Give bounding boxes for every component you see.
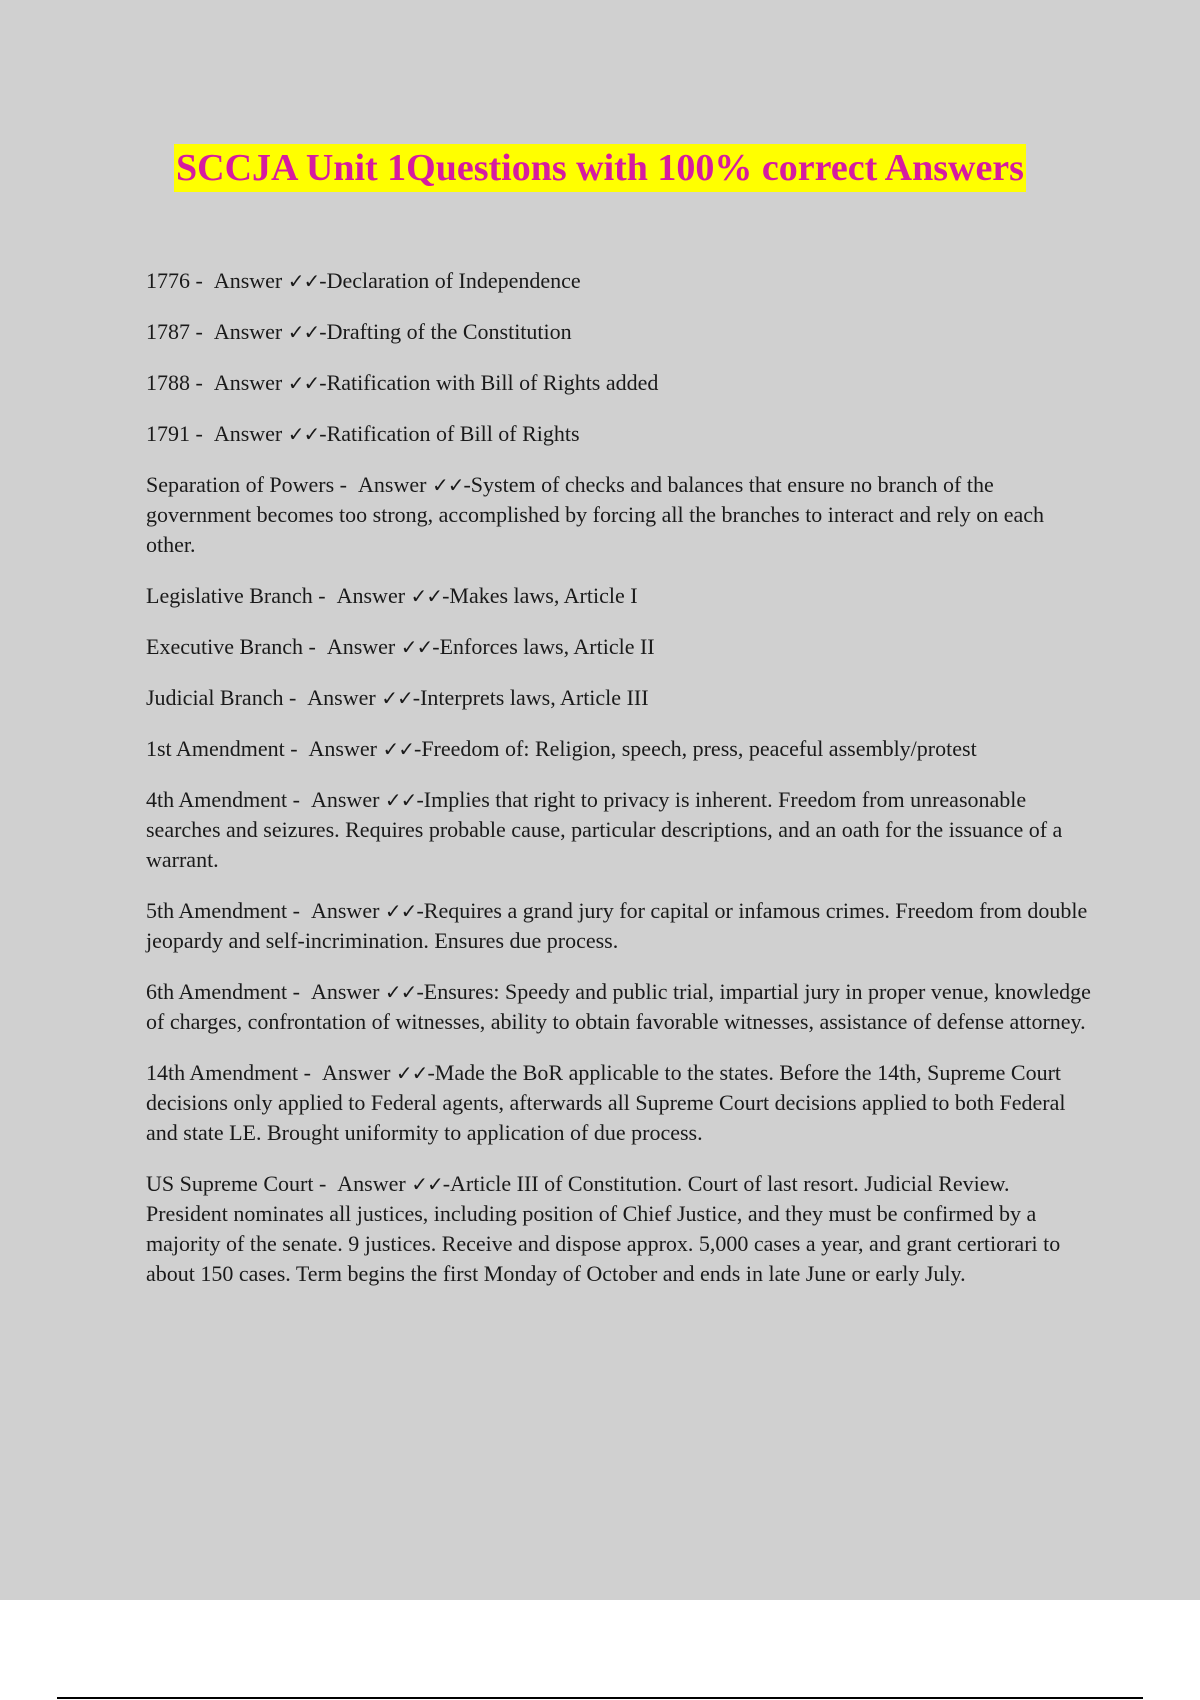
qa-item: [146, 734, 1096, 764]
answer-label: Answer: [213, 319, 283, 344]
answer-label: Answer: [213, 370, 283, 395]
double-check-icon: ✓✓: [287, 422, 320, 446]
answer-label: Answer: [358, 472, 427, 497]
qa-answer: -Requires a grand jury for capital or infamous crimes. Freedom from double jeopardy and self-incrimination. Ensures due process.: [146, 898, 1088, 953]
answer-label: Answer: [310, 979, 380, 1004]
qa-item: [146, 683, 1096, 713]
qa-item: [146, 581, 1096, 611]
qa-item: [146, 1058, 1096, 1148]
qa-term: 14th Amendment -: [146, 1060, 311, 1085]
double-check-icon: ✓✓: [287, 371, 320, 395]
qa-term: 6th Amendment -: [146, 979, 300, 1004]
qa-item: [146, 266, 1096, 296]
qa-answer: -Made the BoR applicable to the states. Before the 14th, Supreme Court decisions only applied to Federal agents, afterwards all Supreme Court decisions applied to both Federal and state LE. Brought uniformity to application of due process.: [146, 1060, 1066, 1145]
answer-label: Answer: [310, 787, 380, 812]
answer-label: Answer: [336, 583, 406, 608]
qa-term: US Supreme Court -: [146, 1171, 327, 1196]
answer-label: Answer: [321, 1060, 391, 1085]
qa-answer: -Ratification of Bill of Rights: [319, 421, 580, 446]
double-check-icon: ✓✓: [384, 899, 417, 923]
answer-label: Answer: [308, 736, 377, 761]
qa-answer: -Freedom of: Religion, speech, press, peaceful assembly/protest: [414, 736, 977, 761]
qa-term: Legislative Branch -: [146, 583, 326, 608]
answer-label: Answer: [326, 634, 396, 659]
qa-answer: -Declaration of Independence: [319, 268, 581, 293]
qa-term: 5th Amendment -: [146, 898, 300, 923]
qa-term: 1st Amendment -: [146, 736, 298, 761]
qa-answer: -Implies that right to privacy is inherent. Freedom from unreasonable searches and seizures. Requires probable cause, particular descriptions, and an oath for the issuance of a warrant.: [146, 787, 1063, 872]
qa-item: [146, 368, 1096, 398]
double-check-icon: ✓✓: [287, 269, 320, 293]
qa-term: 1791 -: [146, 421, 203, 446]
qa-item: [146, 419, 1096, 449]
qa-term: 1788 -: [146, 370, 203, 395]
double-check-icon: ✓✓: [382, 737, 414, 761]
qa-item: [146, 785, 1096, 875]
qa-answer: -System of checks and balances that ensure no branch of the government becomes too strong, accomplished by forcing all the branches to interact and rely on each other.: [146, 472, 1045, 557]
double-check-icon: ✓✓: [287, 320, 320, 344]
double-check-icon: ✓✓: [431, 473, 464, 497]
double-check-icon: ✓✓: [381, 686, 413, 710]
qa-answer: -Ensures: Speedy and public trial, impartial jury in proper venue, knowledge of charges, confrontation of witnesses, ability to obtain favorable witnesses, assistance of defense attorney.: [146, 979, 1091, 1034]
qa-term: Executive Branch -: [146, 634, 316, 659]
double-check-icon: ✓✓: [395, 1061, 428, 1085]
answer-label: Answer: [310, 898, 380, 923]
footer-divider: [57, 1697, 1143, 1699]
qa-term: 4th Amendment -: [146, 787, 300, 812]
qa-term: Separation of Powers -: [146, 472, 348, 497]
answer-label: Answer: [307, 685, 376, 710]
qa-answer: -Enforces laws, Article II: [432, 634, 655, 659]
qa-answer: -Ratification with Bill of Rights added: [319, 370, 659, 395]
title-block: [0, 144, 1200, 192]
qa-answer: -Article III of Constitution. Court of last resort. Judicial Review. President nominates all justices, including position of Chief Justice, and they must be confirmed by a majority of the senate. 9 justices. Receive and dispose approx. 5,000 cases a year, and grant certiorari to about 150 cases. Term begins the first Monday of October and ends in late June or early July.: [146, 1171, 1061, 1286]
double-check-icon: ✓✓: [400, 635, 433, 659]
qa-item: [146, 896, 1096, 956]
qa-term: 1787 -: [146, 319, 203, 344]
qa-answer: -Makes laws, Article I: [442, 583, 638, 608]
qa-term: 1776 -: [146, 268, 203, 293]
qa-item: [146, 632, 1096, 662]
double-check-icon: ✓✓: [384, 980, 417, 1004]
qa-item: [146, 470, 1096, 560]
qa-item: [146, 317, 1096, 347]
qa-answer: -Drafting of the Constitution: [319, 319, 572, 344]
double-check-icon: ✓✓: [384, 788, 417, 812]
double-check-icon: ✓✓: [410, 584, 443, 608]
answer-label: Answer: [213, 421, 283, 446]
answer-label: Answer: [213, 268, 283, 293]
qa-list: [146, 266, 1096, 1310]
qa-item: [146, 1169, 1096, 1289]
answer-label: Answer: [337, 1171, 406, 1196]
qa-term: Judicial Branch -: [146, 685, 297, 710]
qa-item: [146, 977, 1096, 1037]
double-check-icon: ✓✓: [411, 1172, 443, 1196]
qa-answer: -Interprets laws, Article III: [412, 685, 649, 710]
document-title: SCCJA Unit 1Questions with 100% correct Answers: [174, 144, 1026, 192]
